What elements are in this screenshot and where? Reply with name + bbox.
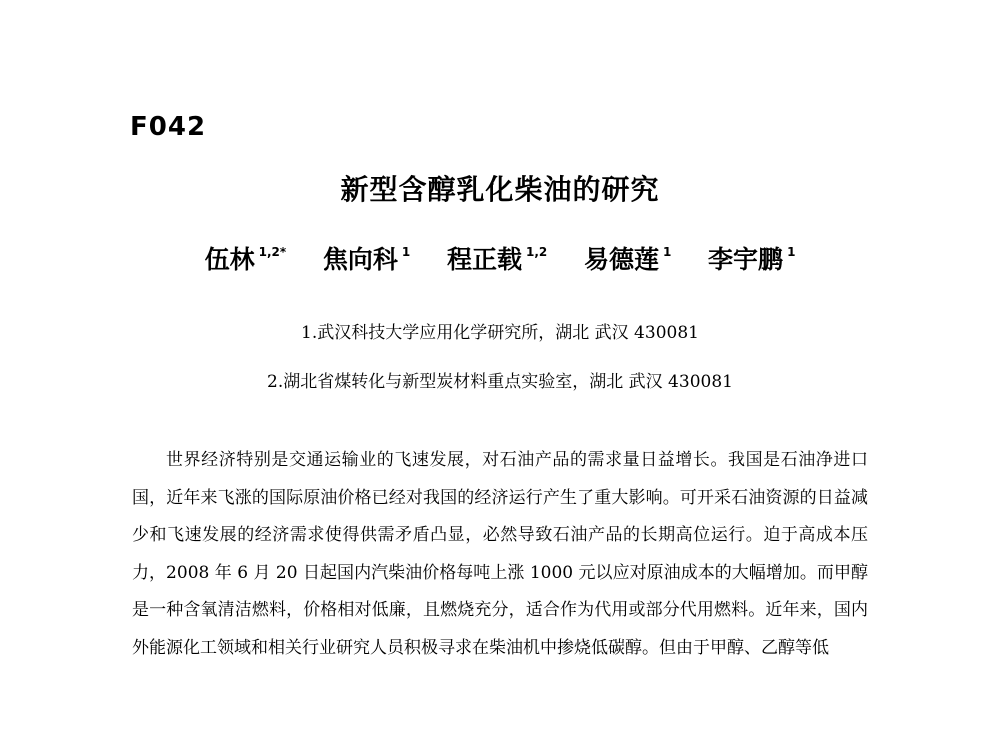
author-list [0, 240, 1000, 276]
author-name: 李宇鹏 [708, 245, 784, 274]
author-affiliation-mark: 1,2* [258, 245, 287, 259]
author [205, 240, 287, 276]
author-affiliation-mark: 1 [787, 245, 796, 259]
author [447, 240, 547, 276]
author-affiliation-mark: 1 [662, 245, 672, 259]
affiliation-1: 1.武汉科技大学应用化学研究所，湖北 武汉 430081 [301, 323, 699, 343]
classification-code: F042 [130, 112, 207, 142]
author-affiliation-mark: 1 [401, 245, 411, 259]
author-name: 焦向科 [322, 245, 398, 274]
body-paragraph: 世界经济特别是交通运输业的飞速发展，对石油产品的需求量日益增长。我国是石油净进口国，近年来飞涨的国际原油价格已经对我国的经济运行产生了重大影响。可开采石油资源的日益减少和飞速发展的经济需求使得供需矛盾凸显，必然导致石油产品的长期高位运行。迫于高成本压力，2008 年 6 月 20 日起国内汽柴油价格每吨上涨 1000 元以应对原油成本的大幅增加。而甲醇是一种含氧清洁燃料，价格相对低廉，且燃烧充分，适合作为代用或部分代用燃料。近年来，国内外能源化工领域和相关行业研究人员积极寻求在柴油机中掺烧低碳醇。但由于甲醇、乙醇等低 [132, 450, 868, 658]
author [323, 240, 410, 276]
author [584, 240, 671, 276]
author-name: 伍林 [204, 245, 255, 274]
author-affiliation-mark: 1,2 [525, 245, 548, 259]
author [708, 240, 795, 276]
author-name: 易德莲 [583, 245, 659, 274]
affiliation-2: 2.湖北省煤转化与新型炭材料重点实验室，湖北 武汉 430081 [267, 372, 733, 392]
paper-title: 新型含醇乳化柴油的研究 [340, 173, 660, 206]
author-name: 程正载 [446, 245, 522, 274]
